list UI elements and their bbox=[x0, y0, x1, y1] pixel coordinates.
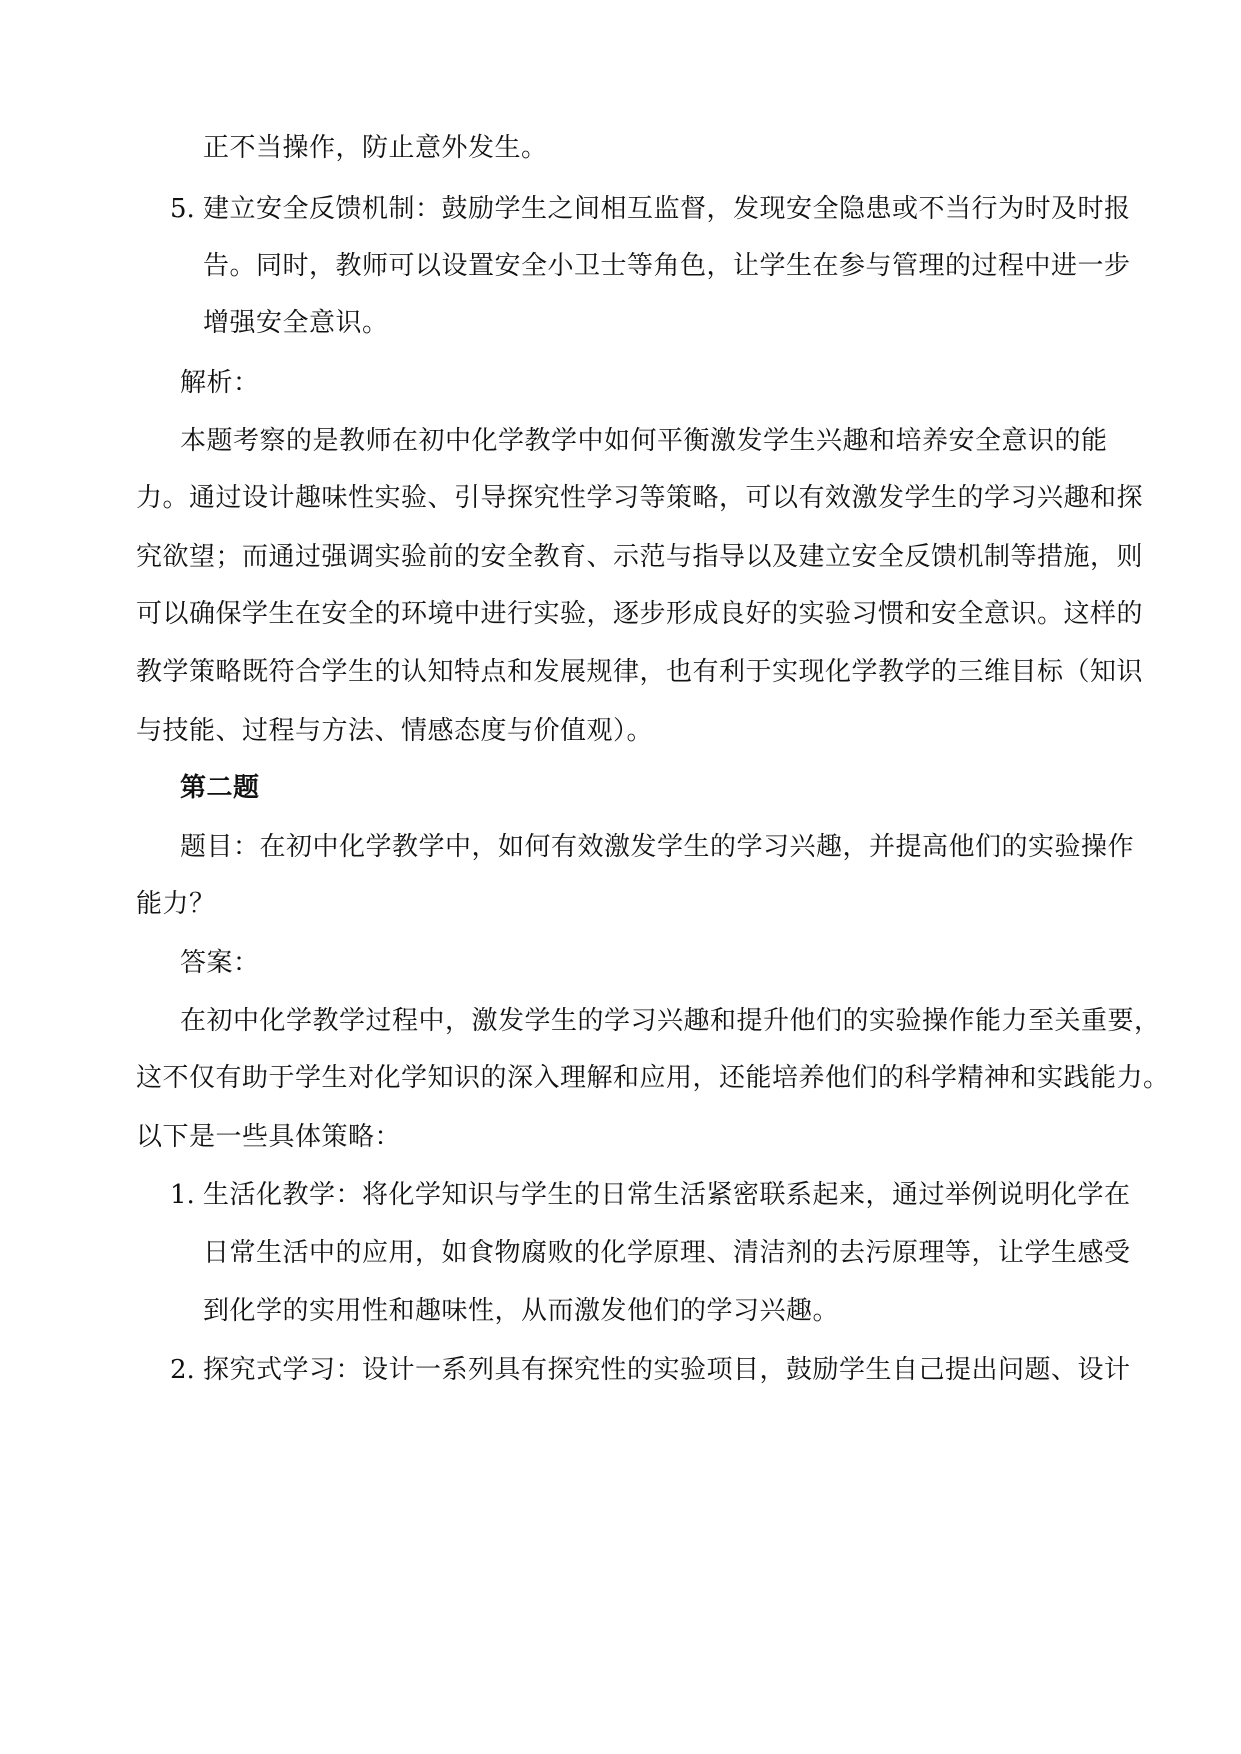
list-item-1-line-3: 到化学的实用性和趣味性，从而激发他们的学习兴趣。 bbox=[203, 1296, 840, 1326]
list-number-1: 1. bbox=[170, 1180, 195, 1210]
answer-label: 答案： bbox=[180, 948, 260, 978]
list-item-continuation: 正不当操作，防止意外发生。 bbox=[203, 133, 548, 163]
analysis-line-4: 可以确保学生在安全的环境中进行实验，逐步形成良好的实验习惯和安全意识。这样的 bbox=[136, 599, 1144, 629]
analysis-label: 解析： bbox=[180, 368, 260, 398]
list-item-5-line-2: 告。同时，教师可以设置安全小卫士等角色，让学生在参与管理的过程中进一步 bbox=[203, 251, 1131, 281]
list-item-1-line-2: 日常生活中的应用，如食物腐败的化学原理、清洁剂的去污原理等，让学生感受 bbox=[203, 1238, 1131, 1268]
answer-line-3: 以下是一些具体策略： bbox=[136, 1122, 402, 1152]
analysis-line-5: 教学策略既符合学生的认知特点和发展规律，也有利于实现化学教学的三维目标（知识 bbox=[136, 657, 1144, 687]
section-heading-question-2: 第二题 bbox=[180, 773, 260, 803]
question-2-prompt-line-2: 能力？ bbox=[136, 889, 216, 919]
analysis-line-1: 本题考察的是教师在初中化学教学中如何平衡激发学生兴趣和培养安全意识的能 bbox=[180, 426, 1108, 456]
list-item-1-line-1: 生活化教学：将化学知识与学生的日常生活紧密联系起来，通过举例说明化学在 bbox=[203, 1180, 1131, 1210]
answer-line-1: 在初中化学教学过程中，激发学生的学习兴趣和提升他们的实验操作能力至关重要， bbox=[180, 1006, 1161, 1036]
list-item-2-line-1: 探究式学习：设计一系列具有探究性的实验项目，鼓励学生自己提出问题、设计 bbox=[203, 1355, 1131, 1385]
answer-line-2: 这不仅有助于学生对化学知识的深入理解和应用，还能培养他们的科学精神和实践能力。 bbox=[136, 1063, 1170, 1093]
analysis-line-6: 与技能、过程与方法、情感态度与价值观）。 bbox=[136, 716, 654, 746]
list-item-5-line-1: 建立安全反馈机制：鼓励学生之间相互监督，发现安全隐患或不当行为时及时报 bbox=[203, 194, 1131, 224]
analysis-line-3: 究欲望；而通过强调实验前的安全教育、示范与指导以及建立安全反馈机制等措施，则 bbox=[136, 542, 1144, 572]
list-number-2: 2. bbox=[170, 1355, 195, 1385]
list-number-5: 5. bbox=[170, 194, 195, 224]
analysis-line-2: 力。通过设计趣味性实验、引导探究性学习等策略，可以有效激发学生的学习兴趣和探 bbox=[136, 483, 1144, 513]
question-2-prompt-line-1: 题目：在初中化学教学中，如何有效激发学生的学习兴趣，并提高他们的实验操作 bbox=[180, 832, 1135, 862]
list-item-5-line-3: 增强安全意识。 bbox=[203, 308, 389, 338]
